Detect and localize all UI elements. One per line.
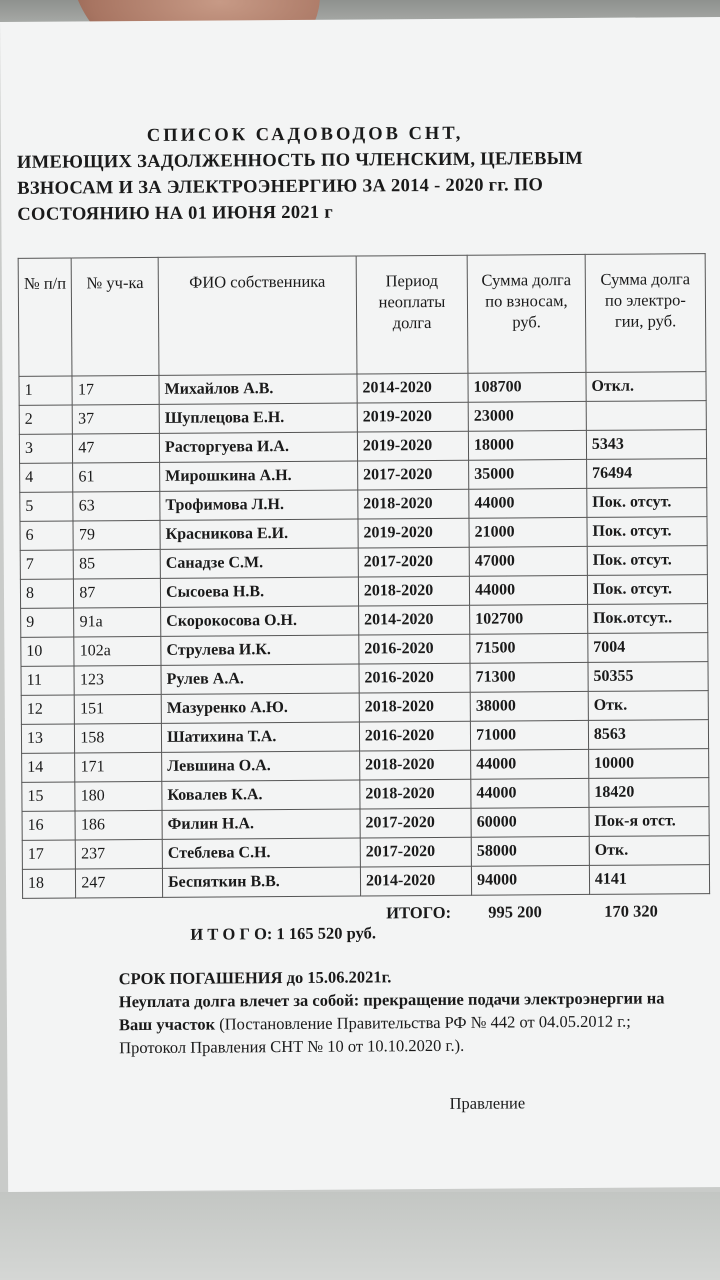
cell-plot-number: 102а: [74, 636, 161, 666]
cell-electricity-amount: Пок. отсут.: [587, 575, 707, 605]
cell-owner-name: Михайлов А.В.: [159, 374, 357, 404]
cell-owner-name: Рулев А.А.: [161, 664, 359, 694]
cell-owner-name: Ковалев К.А.: [162, 780, 360, 810]
table-row: [20, 459, 707, 493]
cell-dues-amount: 23000: [468, 401, 586, 431]
table-row: [21, 691, 708, 725]
cell-period: 2018-2020: [358, 489, 469, 519]
cell-row-number: 4: [20, 463, 74, 492]
cell-row-number: 17: [22, 840, 76, 869]
header-owner-name: ФИО собственника: [158, 256, 357, 375]
cell-dues-amount: 44000: [469, 488, 587, 518]
table-row: [20, 575, 707, 609]
cell-owner-name: Шатихина Т.А.: [161, 722, 359, 752]
cell-dues-amount: 35000: [469, 459, 587, 489]
cell-dues-amount: 44000: [471, 749, 589, 779]
cell-row-number: 7: [20, 550, 74, 579]
cell-electricity-amount: Отк.: [589, 836, 709, 866]
cell-owner-name: Красникова Е.И.: [160, 519, 358, 549]
cell-row-number: 16: [22, 811, 76, 840]
cell-owner-name: Стеблева С.Н.: [162, 838, 360, 868]
cell-plot-number: 63: [73, 491, 160, 521]
cell-electricity-amount: 5343: [586, 430, 706, 460]
cell-row-number: 12: [21, 695, 75, 724]
payment-deadline: СРОК ПОГАШЕНИЯ до 15.06.2021г.: [118, 967, 392, 989]
signature-board: Правление: [449, 1093, 526, 1113]
table-row: [20, 546, 707, 580]
cell-plot-number: 247: [76, 868, 163, 898]
cell-owner-name: Струлева И.К.: [161, 635, 359, 665]
cell-row-number: 18: [22, 869, 76, 898]
cell-electricity-amount: Пок. отсут.: [587, 488, 707, 518]
cell-owner-name: Санадзе С.М.: [160, 548, 358, 578]
paper-sheet: [0, 17, 720, 1192]
cell-row-number: 13: [21, 724, 75, 753]
legal-reference: (Постановление Правительства РФ № 442 от 04.05.2012 г.; Протокол Правления СНТ № 10 от 10.10.2020 г.).: [119, 1011, 631, 1058]
cell-electricity-amount: Пок. отсут.: [587, 546, 707, 576]
notes-block: [119, 963, 700, 1059]
table-row: [21, 604, 708, 638]
cell-owner-name: Филин Н.А.: [162, 809, 360, 839]
cell-electricity-amount: 10000: [588, 749, 708, 779]
document-title: [17, 119, 678, 228]
cell-plot-number: 237: [76, 839, 163, 869]
cell-electricity-amount: Пок. отсут.: [587, 517, 707, 547]
cell-electricity-amount: Пок.отсут..: [587, 604, 707, 634]
cell-dues-amount: 44000: [469, 575, 587, 605]
cell-owner-name: Трофимова Л.Н.: [160, 490, 358, 520]
title-line-4: СОСТОЯНИЮ НА 01 ИЮНЯ 2021 г: [17, 202, 334, 225]
header-plot-number: № уч-ка: [71, 257, 159, 376]
cell-row-number: 5: [20, 492, 74, 521]
cell-dues-amount: 38000: [470, 691, 588, 721]
cell-row-number: 11: [21, 666, 75, 695]
cell-owner-name: Мазуренко А.Ю.: [161, 693, 359, 723]
cell-period: 2017-2020: [360, 808, 471, 838]
cell-dues-amount: 108700: [468, 372, 586, 402]
cell-electricity-amount: 50355: [588, 662, 708, 692]
title-line-3: ВЗНОСАМ И ЗА ЭЛЕКТРОЭНЕРГИЮ ЗА 2014 - 2020 гг. ПО: [17, 175, 544, 199]
cell-owner-name: Мирошкина А.Н.: [160, 461, 358, 491]
table-row: [21, 633, 708, 667]
header-row-number: № п/п: [18, 258, 72, 376]
table-row: [21, 720, 708, 754]
table-row: [22, 865, 709, 899]
cell-row-number: 2: [19, 405, 73, 434]
cell-period: 2017-2020: [357, 460, 468, 490]
cell-electricity-amount: 7004: [588, 633, 708, 663]
cell-plot-number: 171: [75, 752, 162, 782]
cell-period: 2019-2020: [357, 402, 468, 432]
cell-plot-number: 91а: [74, 607, 161, 637]
cell-dues-amount: 71500: [470, 633, 588, 663]
table-row: [22, 749, 709, 783]
cell-row-number: 10: [21, 637, 75, 666]
cell-row-number: 15: [22, 782, 76, 811]
cell-electricity-amount: 18420: [589, 778, 709, 808]
cell-electricity-amount: Откл.: [586, 372, 706, 402]
cell-plot-number: 186: [75, 810, 162, 840]
cell-period: 2019-2020: [357, 431, 468, 461]
warning-text: [119, 986, 699, 1059]
cell-row-number: 1: [19, 376, 73, 405]
cell-dues-amount: 71000: [470, 720, 588, 750]
cell-owner-name: Беспяткин В.В.: [162, 867, 360, 897]
cell-row-number: 9: [21, 608, 75, 637]
cell-owner-name: Шуплецова Е.Н.: [159, 403, 357, 433]
cell-dues-amount: 60000: [471, 807, 589, 837]
cell-plot-number: 151: [75, 694, 162, 724]
table-row: [19, 372, 706, 406]
cell-plot-number: 79: [73, 520, 160, 550]
cell-row-number: 8: [20, 579, 74, 608]
cell-electricity-amount: [586, 401, 706, 431]
totals-electricity: 170 320: [604, 901, 658, 921]
cell-period: 2014-2020: [357, 373, 468, 403]
cell-owner-name: Расторгуева И.А.: [159, 432, 357, 462]
cell-period: 2016-2020: [359, 663, 470, 693]
cell-dues-amount: 18000: [468, 430, 586, 460]
cell-dues-amount: 58000: [471, 836, 589, 866]
table-row: [22, 836, 709, 870]
cell-dues-amount: 71300: [470, 662, 588, 692]
cell-period: 2018-2020: [358, 576, 469, 606]
header-electricity-debt: Сумма долга по электро-гии, руб.: [585, 254, 706, 373]
cell-dues-amount: 21000: [469, 517, 587, 547]
cell-electricity-amount: 76494: [586, 459, 706, 489]
table-row: [20, 517, 707, 551]
header-period: Период неоплаты долга: [356, 255, 468, 374]
grand-total: И Т О Г О: 1 165 520 руб.: [190, 923, 377, 944]
cell-period: 2016-2020: [359, 721, 470, 751]
cell-plot-number: 123: [74, 665, 161, 695]
cell-plot-number: 61: [73, 462, 160, 492]
cell-dues-amount: 47000: [469, 546, 587, 576]
table-row: [21, 662, 708, 696]
table-row: [22, 807, 709, 841]
cell-dues-amount: 94000: [471, 865, 589, 895]
table-row: [20, 488, 707, 522]
table-header-row: [18, 254, 706, 377]
cell-plot-number: 180: [75, 781, 162, 811]
totals-dues: 995 200: [488, 902, 542, 922]
cell-dues-amount: 44000: [471, 778, 589, 808]
warning-main: Неуплата долга влечет за собой: прекращение подачи электроэнергии на Ваш участок: [118, 988, 665, 1035]
background-bottom: [0, 1192, 720, 1280]
cell-plot-number: 85: [74, 549, 161, 579]
cell-electricity-amount: Отк.: [588, 691, 708, 721]
cell-plot-number: 37: [73, 404, 160, 434]
title-line-2: ИМЕЮЩИХ ЗАДОЛЖЕННОСТЬ ПО ЧЛЕНСКИМ, ЦЕЛЕВЫМ: [16, 148, 583, 173]
header-dues-debt: Сумма долга по взносам, руб.: [467, 254, 586, 373]
cell-period: 2019-2020: [358, 518, 469, 548]
cell-dues-amount: 102700: [470, 604, 588, 634]
cell-owner-name: Сысоева Н.В.: [160, 577, 358, 607]
cell-electricity-amount: Пок-я отст.: [589, 807, 709, 837]
cell-period: 2018-2020: [360, 750, 471, 780]
cell-period: 2014-2020: [360, 866, 471, 896]
cell-plot-number: 158: [75, 723, 162, 753]
cell-period: 2018-2020: [359, 692, 470, 722]
cell-plot-number: 17: [72, 375, 159, 405]
debt-table: [18, 253, 710, 899]
cell-period: 2017-2020: [360, 837, 471, 867]
cell-period: 2017-2020: [358, 547, 469, 577]
cell-owner-name: Скорокосова О.Н.: [161, 606, 359, 636]
cell-row-number: 14: [22, 753, 76, 782]
cell-plot-number: 87: [74, 578, 161, 608]
cell-plot-number: 47: [73, 433, 160, 463]
title-line-1: СПИСОК САДОВОДОВ СНТ,: [146, 123, 464, 146]
cell-electricity-amount: 8563: [588, 720, 708, 750]
cell-electricity-amount: 4141: [589, 865, 709, 895]
cell-period: 2016-2020: [359, 634, 470, 664]
table-row: [22, 778, 709, 812]
cell-row-number: 3: [19, 434, 73, 463]
table-row: [19, 430, 706, 464]
cell-period: 2014-2020: [358, 605, 469, 635]
cell-period: 2018-2020: [360, 779, 471, 809]
totals-label: ИТОГО:: [386, 902, 452, 923]
cell-row-number: 6: [20, 521, 74, 550]
cell-owner-name: Левшина О.А.: [162, 751, 360, 781]
